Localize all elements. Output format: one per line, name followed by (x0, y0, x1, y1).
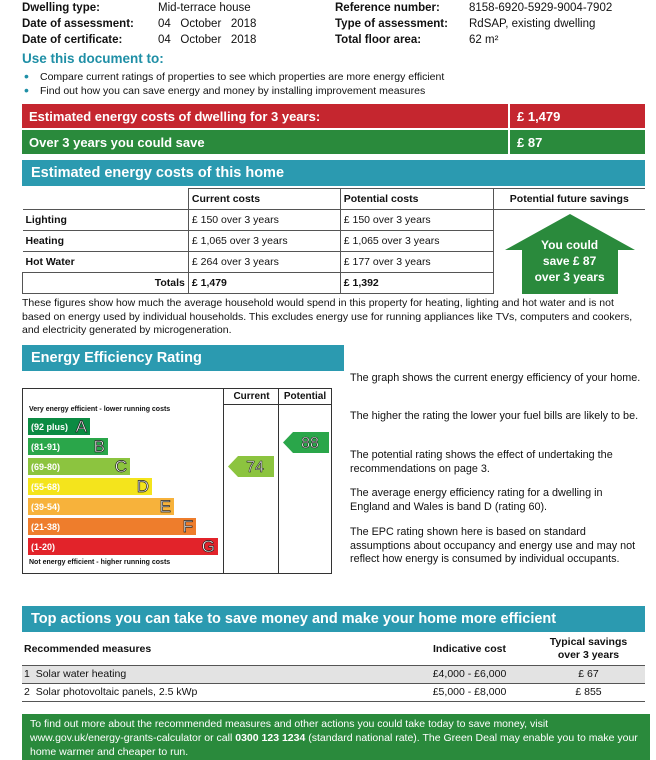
costs-row-potential: £ 177 over 3 years (340, 252, 493, 273)
rating-band-letter: C (114, 456, 127, 476)
cost-summary-value: £ 1,479 (508, 104, 645, 128)
costs-header-row (23, 189, 646, 210)
date-certificate-value: 04 October 2018 (158, 34, 257, 46)
action-saving: £ 67 (532, 665, 645, 683)
rating-band-g (28, 538, 218, 555)
costs-row-current: £ 264 over 3 years (188, 252, 340, 273)
action-saving: £ 855 (532, 683, 645, 701)
floor-area-label: Total floor area: (335, 34, 422, 46)
costs-row-label: Heating (23, 231, 189, 252)
rating-band-range: (81-91) (31, 441, 61, 452)
use-doc-bullet: • Find out how you can save energy and money by installing improvement measures (22, 84, 642, 98)
potential-rating-arrow (283, 432, 329, 453)
rating-bottom-label: Not energy efficient - higher running costs (29, 559, 171, 566)
rating-band-range: (39-54) (31, 501, 61, 512)
action-measure-text: Solar photovoltaic panels, 2.5 kWp (35, 686, 198, 698)
col-potential-costs: Potential costs (340, 189, 493, 210)
house-savings-text (500, 237, 640, 285)
actions-header-row (22, 633, 645, 665)
action-measure (22, 665, 407, 683)
action-measure-text: Solar water heating (35, 668, 127, 680)
action-row (22, 665, 645, 683)
footer-phone: 0300 123 1234 (235, 732, 306, 744)
typical-savings-line: over 3 years (557, 648, 620, 661)
costs-table (22, 188, 645, 294)
cost-summary-bar (22, 104, 645, 128)
savings-house-cell (493, 210, 645, 294)
rating-col-current: Current (233, 391, 270, 402)
savings-summary-label: Over 3 years you could save (29, 134, 205, 150)
rating-explain-3: The potential rating shows the effect of undertaking the recommendations on page 3. (350, 449, 613, 475)
col-current-costs: Current costs (188, 189, 340, 210)
typical-savings-line: Typical savings (549, 635, 628, 648)
use-doc-title: Use this document to: (22, 51, 164, 66)
rating-top-label: Very energy efficient - lower running costs (29, 406, 171, 413)
rating-explain-1: The graph shows the current energy efficiency of your home. (350, 372, 641, 384)
costs-row-potential: £ 150 over 3 years (340, 210, 493, 231)
actions-table (22, 633, 645, 702)
actions-section-title: Top actions you can take to save money and make your home more efficient (22, 606, 645, 632)
rating-band-letter: E (159, 496, 171, 516)
action-cost: £4,000 - £6,000 (407, 665, 532, 683)
col-typical-savings (532, 633, 645, 665)
costs-row-label: Hot Water (23, 252, 189, 273)
costs-row (23, 210, 646, 231)
rating-band-range: (69-80) (31, 461, 61, 472)
type-assessment-value: RdSAP, existing dwelling (469, 18, 596, 30)
cost-summary-label: Estimated energy costs of dwelling for 3 years: (29, 108, 321, 124)
rating-band-f (28, 518, 196, 535)
date-assessment-value: 04 October 2018 (158, 18, 257, 30)
rating-band-letter: B (93, 436, 105, 456)
total-current: £ 1,479 (188, 273, 340, 294)
house-line: over 3 years (534, 270, 605, 284)
rating-band-range: (55-68) (31, 481, 61, 492)
rating-band-letter: A (75, 416, 87, 436)
rating-band-letter: G (201, 536, 215, 556)
action-row (22, 683, 645, 701)
costs-row-current: £ 150 over 3 years (188, 210, 340, 231)
action-measure (22, 683, 407, 701)
savings-summary-bar (22, 130, 645, 154)
rating-band-range: (1-20) (31, 541, 56, 552)
potential-rating-value: 88 (301, 435, 319, 452)
col-indicative-cost: Indicative cost (407, 633, 532, 665)
savings-summary-value: £ 87 (508, 130, 645, 154)
rating-explain-5: The EPC rating shown here is based on standard assumptions about occupancy and energy use and may not reflect how energy is consumed by individual occupants. (350, 526, 636, 565)
action-number: 1 (24, 668, 30, 680)
floor-area-value: 62 m² (469, 34, 499, 46)
totals-label: Totals (23, 273, 189, 294)
rating-band-d (28, 478, 152, 495)
costs-row-potential: £ 1,065 over 3 years (340, 231, 493, 252)
costs-row-current: £ 1,065 over 3 years (188, 231, 340, 252)
costs-note: These figures show how much the average household would spend in this property for heating, lighting and hot water and is not based on energy used by individual households. This excludes energy use for running appliances like TVs, computers and cookers, and electricity generated by microgeneration. (22, 297, 633, 336)
costs-section-title: Estimated energy costs of this home (22, 160, 645, 186)
rating-section-title: Energy Efficiency Rating (22, 345, 344, 371)
action-cost: £5,000 - £8,000 (407, 683, 532, 701)
current-rating-arrow (228, 456, 274, 477)
rating-band-e (28, 498, 174, 515)
use-doc-bullet: • Compare current ratings of properties to see which properties are more energy efficient (22, 70, 642, 84)
rating-band-a (28, 418, 90, 435)
rating-explain-2: The higher the rating the lower your fuel bills are likely to be. (350, 410, 639, 422)
rating-band-range: (21-38) (31, 521, 61, 532)
total-potential: £ 1,392 (340, 273, 493, 294)
rating-explain-4: The average energy efficiency rating for a dwelling in England and Wales is band D (rating 60). (350, 487, 603, 513)
reference-label: Reference number: (335, 2, 440, 14)
rating-band-range: (92 plus) (31, 421, 69, 432)
house-line: You could (541, 238, 599, 252)
house-line: save £ 87 (542, 254, 597, 268)
dwelling-type-label: Dwelling type: (22, 2, 100, 14)
rating-band-b (28, 438, 108, 455)
col-recommended-measures: Recommended measures (22, 633, 407, 665)
footer-text: (standard national rate). The Green Deal may enable you to make your home warmer and cheaper to run. (30, 732, 638, 758)
use-doc-list (22, 70, 642, 98)
type-assessment-label: Type of assessment: (335, 18, 448, 30)
rating-band-letter: D (136, 476, 149, 496)
dwelling-type-value: Mid-terrace house (158, 2, 251, 14)
footer-text: To find out more about the recommended measures and other actions you could take today to save money, visit www.gov.uk/energy-grants-calculator or call (30, 718, 549, 744)
rating-col-potential: Potential (283, 391, 327, 402)
current-rating-value: 74 (246, 459, 264, 476)
rating-band-letter: F (182, 516, 193, 536)
action-number: 2 (24, 686, 30, 698)
date-certificate-label: Date of certificate: (22, 34, 123, 46)
reference-value: 8158-6920-5929-9004-7902 (469, 2, 613, 14)
col-future-savings: Potential future savings (493, 189, 645, 210)
rating-band-c (28, 458, 130, 475)
actions-footer (22, 714, 650, 760)
date-assessment-label: Date of assessment: (22, 18, 134, 30)
costs-row-label: Lighting (23, 210, 189, 231)
